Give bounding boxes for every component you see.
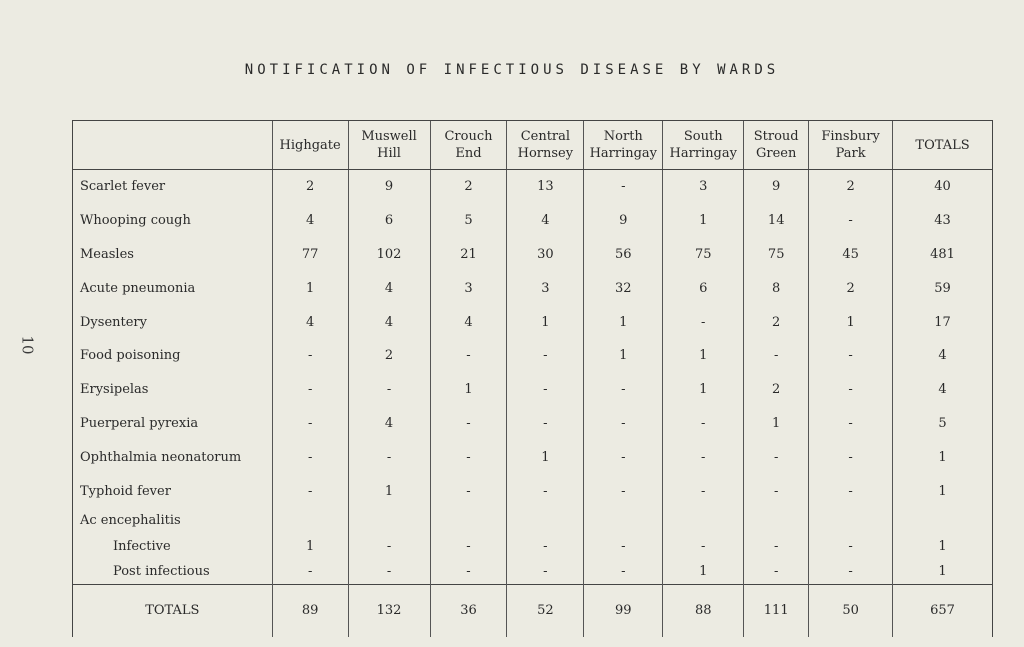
table-cell: 30 bbox=[507, 238, 584, 272]
table-cell: 1 bbox=[663, 559, 744, 585]
table-row bbox=[73, 238, 993, 272]
row-label: Acute pneumonia bbox=[73, 271, 273, 305]
table-row bbox=[73, 407, 993, 441]
table-cell: - bbox=[663, 440, 744, 474]
table-cell: 8 bbox=[744, 271, 809, 305]
table-cell: - bbox=[744, 440, 809, 474]
totals-cell: 52 bbox=[507, 584, 584, 637]
table-cell: 2 bbox=[809, 271, 893, 305]
table-cell: - bbox=[348, 373, 430, 407]
table-cell: 1 bbox=[430, 373, 507, 407]
table-cell: 1 bbox=[663, 204, 744, 238]
table-cell: 1 bbox=[893, 440, 993, 474]
totals-cell: 111 bbox=[744, 584, 809, 637]
table-cell: 4 bbox=[348, 271, 430, 305]
table-cell: 4 bbox=[893, 339, 993, 373]
table-cell: - bbox=[809, 559, 893, 585]
table-cell: - bbox=[663, 407, 744, 441]
table-cell: 4 bbox=[272, 204, 348, 238]
table-cell bbox=[663, 508, 744, 534]
table-cell: - bbox=[507, 474, 584, 508]
table-row bbox=[73, 440, 993, 474]
table-cell: - bbox=[744, 339, 809, 373]
table-cell: - bbox=[809, 440, 893, 474]
table-cell: 45 bbox=[809, 238, 893, 272]
table-cell: 13 bbox=[507, 170, 584, 204]
disease-table bbox=[72, 120, 993, 637]
table-cell: 9 bbox=[744, 170, 809, 204]
table-row bbox=[73, 204, 993, 238]
table-cell: - bbox=[584, 559, 663, 585]
table-cell: 43 bbox=[893, 204, 993, 238]
table-cell: 59 bbox=[893, 271, 993, 305]
table-cell: - bbox=[744, 474, 809, 508]
table-cell: - bbox=[809, 474, 893, 508]
totals-cell: 89 bbox=[272, 584, 348, 637]
table-cell: - bbox=[809, 373, 893, 407]
table-cell: 6 bbox=[348, 204, 430, 238]
table-cell: - bbox=[584, 440, 663, 474]
table-cell: - bbox=[744, 534, 809, 559]
header-cell-south-harringay: South Harringay bbox=[663, 121, 744, 170]
table-cell: - bbox=[430, 440, 507, 474]
table-cell: 75 bbox=[744, 238, 809, 272]
header-cell-highgate: Highgate bbox=[272, 121, 348, 170]
table-cell: - bbox=[272, 440, 348, 474]
table-cell: 77 bbox=[272, 238, 348, 272]
table-cell: - bbox=[348, 534, 430, 559]
table-cell: 1 bbox=[893, 559, 993, 585]
header-cell-crouch-end: Crouch End bbox=[430, 121, 507, 170]
table-row bbox=[73, 339, 993, 373]
table-cell: 4 bbox=[348, 407, 430, 441]
page-number: 10 bbox=[18, 335, 37, 355]
row-label: Scarlet fever bbox=[73, 170, 273, 204]
table-row bbox=[73, 559, 993, 585]
table-cell: 2 bbox=[272, 170, 348, 204]
table-cell bbox=[507, 508, 584, 534]
row-label: Typhoid fever bbox=[73, 474, 273, 508]
header-cell-central-hornsey: Central Hornsey bbox=[507, 121, 584, 170]
table-cell: 2 bbox=[809, 170, 893, 204]
table-cell: 4 bbox=[272, 305, 348, 339]
table-row bbox=[73, 373, 993, 407]
table-cell: - bbox=[272, 339, 348, 373]
header-cell-finsbury-park: Finsbury Park bbox=[809, 121, 893, 170]
table-cell: 1 bbox=[584, 305, 663, 339]
table-row bbox=[73, 170, 993, 204]
table-cell: 1 bbox=[348, 474, 430, 508]
table-cell: 32 bbox=[584, 271, 663, 305]
table-cell: - bbox=[507, 534, 584, 559]
table-cell bbox=[809, 508, 893, 534]
table-cell: 1 bbox=[809, 305, 893, 339]
totals-cell: 36 bbox=[430, 584, 507, 637]
table-cell: 1 bbox=[663, 373, 744, 407]
totals-cell: 99 bbox=[584, 584, 663, 637]
table-cell: - bbox=[430, 559, 507, 585]
totals-label: TOTALS bbox=[73, 584, 273, 637]
table-cell: 9 bbox=[348, 170, 430, 204]
table-cell: 1 bbox=[744, 407, 809, 441]
table-cell: - bbox=[584, 373, 663, 407]
table-cell: - bbox=[272, 559, 348, 585]
table-cell: - bbox=[809, 534, 893, 559]
header-cell-muswell-hill: Muswell Hill bbox=[348, 121, 430, 170]
table-cell: 1 bbox=[584, 339, 663, 373]
header-cell-north-harringay: North Harringay bbox=[584, 121, 663, 170]
table-cell: 1 bbox=[893, 474, 993, 508]
table-cell: - bbox=[507, 339, 584, 373]
table-cell: 481 bbox=[893, 238, 993, 272]
table-cell: 1 bbox=[507, 305, 584, 339]
table-cell: 21 bbox=[430, 238, 507, 272]
row-label: Infective bbox=[73, 534, 273, 559]
totals-cell: 657 bbox=[893, 584, 993, 637]
table-cell: 3 bbox=[507, 271, 584, 305]
table-cell: 1 bbox=[893, 534, 993, 559]
table-cell: - bbox=[507, 559, 584, 585]
table-cell: 1 bbox=[272, 534, 348, 559]
table-cell: 1 bbox=[507, 440, 584, 474]
row-label: Erysipelas bbox=[73, 373, 273, 407]
table-cell: - bbox=[584, 534, 663, 559]
table-cell: - bbox=[430, 339, 507, 373]
table-cell: - bbox=[809, 204, 893, 238]
row-label: Post infectious bbox=[73, 559, 273, 585]
table-cell bbox=[272, 508, 348, 534]
row-label: Whooping cough bbox=[73, 204, 273, 238]
header-row bbox=[73, 121, 993, 170]
table-cell: - bbox=[272, 373, 348, 407]
header-cell-stroud-green: Stroud Green bbox=[744, 121, 809, 170]
row-label: Ophthalmia neonatorum bbox=[73, 440, 273, 474]
table-cell: - bbox=[663, 305, 744, 339]
table-cell: 14 bbox=[744, 204, 809, 238]
row-label: Dysentery bbox=[73, 305, 273, 339]
table-cell: 17 bbox=[893, 305, 993, 339]
row-label: Ac encephalitis bbox=[73, 508, 273, 534]
table-cell: 4 bbox=[893, 373, 993, 407]
table-cell: - bbox=[430, 407, 507, 441]
table-cell: - bbox=[809, 339, 893, 373]
totals-cell: 88 bbox=[663, 584, 744, 637]
table-cell: 102 bbox=[348, 238, 430, 272]
table-cell: 2 bbox=[744, 373, 809, 407]
table-row bbox=[73, 534, 993, 559]
table-cell: - bbox=[430, 534, 507, 559]
table-cell: 40 bbox=[893, 170, 993, 204]
row-label: Measles bbox=[73, 238, 273, 272]
table-cell: - bbox=[584, 474, 663, 508]
table-cell bbox=[584, 508, 663, 534]
table-row bbox=[73, 271, 993, 305]
row-label: Puerperal pyrexia bbox=[73, 407, 273, 441]
table-title: NOTIFICATION OF INFECTIOUS DISEASE BY WARDS bbox=[244, 62, 780, 78]
table-cell: 6 bbox=[663, 271, 744, 305]
table-cell: 2 bbox=[430, 170, 507, 204]
table-cell: 4 bbox=[348, 305, 430, 339]
table-cell: - bbox=[430, 474, 507, 508]
table-cell: 1 bbox=[272, 271, 348, 305]
table-cell: 4 bbox=[507, 204, 584, 238]
group-header-row bbox=[73, 508, 993, 534]
table-cell bbox=[348, 508, 430, 534]
table-cell: - bbox=[272, 407, 348, 441]
table-cell bbox=[893, 508, 993, 534]
totals-row bbox=[73, 584, 993, 637]
table-cell bbox=[430, 508, 507, 534]
table-cell: 3 bbox=[430, 271, 507, 305]
header-cell-totals: TOTALS bbox=[893, 121, 993, 170]
table-cell: 2 bbox=[744, 305, 809, 339]
table-cell: - bbox=[507, 373, 584, 407]
table-cell: - bbox=[584, 407, 663, 441]
table-cell bbox=[744, 508, 809, 534]
table-cell: 3 bbox=[663, 170, 744, 204]
table-cell: - bbox=[272, 474, 348, 508]
table-cell: 56 bbox=[584, 238, 663, 272]
table-cell: - bbox=[348, 559, 430, 585]
table-row bbox=[73, 474, 993, 508]
header-cell-row-label bbox=[73, 121, 273, 170]
table-cell: - bbox=[809, 407, 893, 441]
table-cell: 2 bbox=[348, 339, 430, 373]
row-label: Food poisoning bbox=[73, 339, 273, 373]
table-row bbox=[73, 305, 993, 339]
totals-cell: 132 bbox=[348, 584, 430, 637]
table-cell: 4 bbox=[430, 305, 507, 339]
table-cell: - bbox=[663, 534, 744, 559]
table-cell: 5 bbox=[893, 407, 993, 441]
totals-cell: 50 bbox=[809, 584, 893, 637]
table-cell: 75 bbox=[663, 238, 744, 272]
table-cell: 9 bbox=[584, 204, 663, 238]
table-cell: 5 bbox=[430, 204, 507, 238]
table-cell: - bbox=[663, 474, 744, 508]
table-cell: - bbox=[584, 170, 663, 204]
table-cell: - bbox=[744, 559, 809, 585]
table-cell: - bbox=[348, 440, 430, 474]
table-cell: 1 bbox=[663, 339, 744, 373]
table-cell: - bbox=[507, 407, 584, 441]
